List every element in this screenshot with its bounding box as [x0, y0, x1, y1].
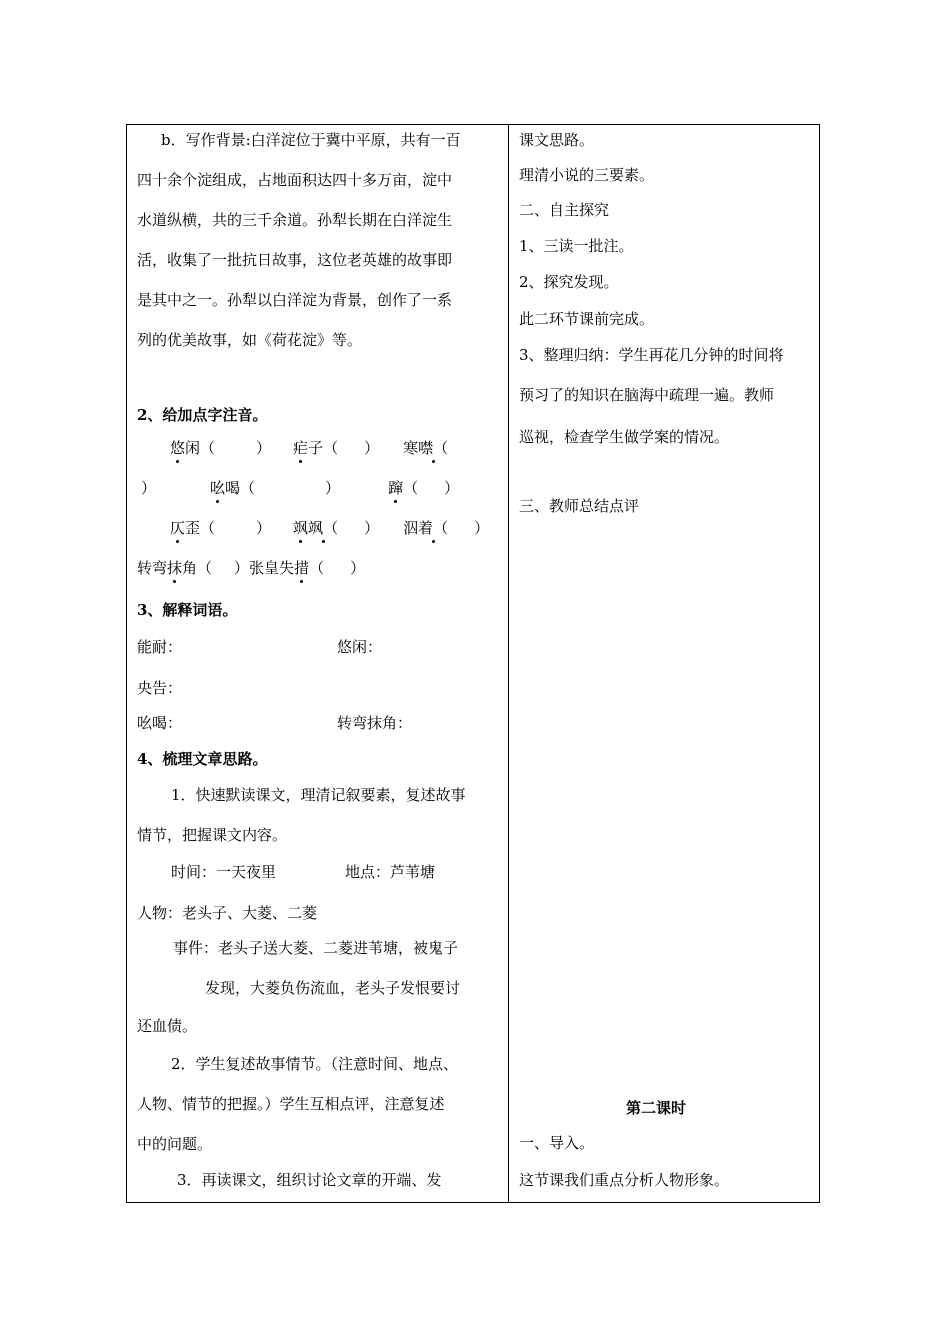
dotted-char: 抹 — [167, 559, 183, 577]
blank-close: ） — [364, 519, 380, 537]
background-line: 是其中之一。孙犁以白洋淀为背景，创作了一系 — [137, 291, 453, 309]
blank-close: ） — [325, 479, 341, 497]
pinyin-row-1 — [170, 438, 448, 458]
blank-open: 子（ — [308, 439, 339, 457]
background-line: 四十余个淀组成，占地面积达四十多万亩，淀中 — [137, 171, 453, 189]
q4-step1-line: 情节，把握课文内容。 — [137, 826, 288, 844]
blank-close: ） — [444, 479, 460, 497]
people-element: 人物：老头子、大菱、二菱 — [137, 904, 318, 922]
background-line: b．写作背景:白洋淀位于冀中平原，共有一百 — [161, 131, 461, 149]
right-line: 3、整理归纳：学生再花几分钟的时间将 — [519, 346, 784, 364]
blank-open: （ — [309, 559, 325, 577]
time-element: 时间：一天夜里 — [171, 863, 277, 881]
plain-chars: 转弯 — [137, 559, 168, 577]
right-line: 巡视，检查学生做学案的情况。 — [519, 428, 730, 446]
q2-title: 2、给加点字注音。 — [137, 406, 268, 424]
q4-step2-line: 中的问题。 — [137, 1135, 213, 1153]
right-line: 预习了的知识在脑海中疏理一遍。教师 — [519, 386, 775, 404]
lesson2-line: 这节课我们重点分析人物形象。 — [519, 1171, 730, 1189]
pinyin-row-4 — [137, 558, 365, 578]
dotted-char: 仄 — [170, 519, 186, 537]
q4-step3-line: 3．再读课文，组织讨论文章的开端、发 — [177, 1171, 442, 1189]
background-line: 列的优美故事，如《荷花淀》等。 — [137, 331, 363, 349]
dotted-char: 蹿 — [388, 479, 404, 497]
dotted-char: 措 — [294, 559, 310, 577]
blank-close: ） — [141, 479, 157, 497]
plain-char: 寒 — [403, 439, 419, 457]
dotted-char: 着（ — [418, 519, 449, 537]
lesson2-line: 一、导入。 — [519, 1134, 595, 1152]
dotted-char: 飒（ — [308, 519, 339, 537]
dotted-char: 噤（ — [418, 439, 449, 457]
blank-open: （ — [403, 479, 419, 497]
event-line: 事件：老头子送大菱、二菱进苇塘，被鬼子 — [173, 939, 459, 957]
blank-open: 喝（ — [225, 479, 256, 497]
blank-open: 闲（ — [185, 439, 216, 457]
event-line: 还血债。 — [137, 1017, 198, 1035]
right-line: 2、探究发现。 — [519, 273, 619, 291]
term-zhuanwan: 转弯抹角： — [337, 714, 413, 732]
q4-step2-line: 2．学生复述故事情节。（注意时间、地点、 — [171, 1055, 459, 1073]
right-line: 理清小说的三要素。 — [519, 166, 655, 184]
right-line: 二、自主探究 — [519, 201, 610, 219]
q4-step1-line: 1．快速默读课文，理清记叙要素，复述故事 — [171, 786, 466, 804]
term-nengnai: 能耐： — [137, 638, 183, 656]
background-line: 活，收集了一批抗日故事，这位老英雄的故事即 — [137, 251, 453, 269]
place-element: 地点：芦苇塘 — [345, 863, 436, 881]
dotted-char: 疟 — [293, 439, 309, 457]
right-line: 三、教师总结点评 — [519, 497, 640, 515]
lesson2-title: 第二课时 — [626, 1099, 687, 1117]
pinyin-row-2 — [141, 478, 459, 498]
event-line: 发现，大菱负伤流血，老头子发恨要讨 — [205, 979, 461, 997]
blank-close-phrase: ）张皇失 — [234, 559, 295, 577]
blank-close: ） — [350, 559, 366, 577]
q4-title: 4、梳理文章思路。 — [137, 750, 268, 768]
pinyin-row-3 — [170, 518, 489, 538]
q3-title: 3、解释词语。 — [137, 601, 238, 619]
dotted-char: 飒 — [293, 519, 309, 537]
dotted-char: 悠 — [170, 439, 186, 457]
plain-char: 泅 — [403, 519, 419, 537]
blank-close: ） — [256, 519, 272, 537]
term-youxian: 悠闲： — [337, 638, 383, 656]
blank-close: ） — [364, 439, 380, 457]
lesson-plan-table — [126, 124, 820, 1203]
term-yanggao: 央告： — [137, 679, 183, 697]
blank-open: 角（ — [182, 559, 213, 577]
blank-close: ） — [474, 519, 490, 537]
dotted-char: 吆 — [210, 479, 226, 497]
q4-step2-line: 人物、情节的把握。）学生互相点评，注意复述 — [137, 1095, 445, 1113]
background-line: 水道纵横，共的三千余道。孙犁长期在白洋淀生 — [137, 211, 453, 229]
right-line: 此二环节课前完成。 — [519, 310, 655, 328]
blank-open: 歪（ — [185, 519, 216, 537]
term-yaohe: 吆喝： — [137, 714, 183, 732]
right-line: 1、三读一批注。 — [519, 237, 634, 255]
blank-close: ） — [256, 439, 272, 457]
right-line: 课文思路。 — [519, 131, 595, 149]
column-divider — [508, 125, 509, 1202]
